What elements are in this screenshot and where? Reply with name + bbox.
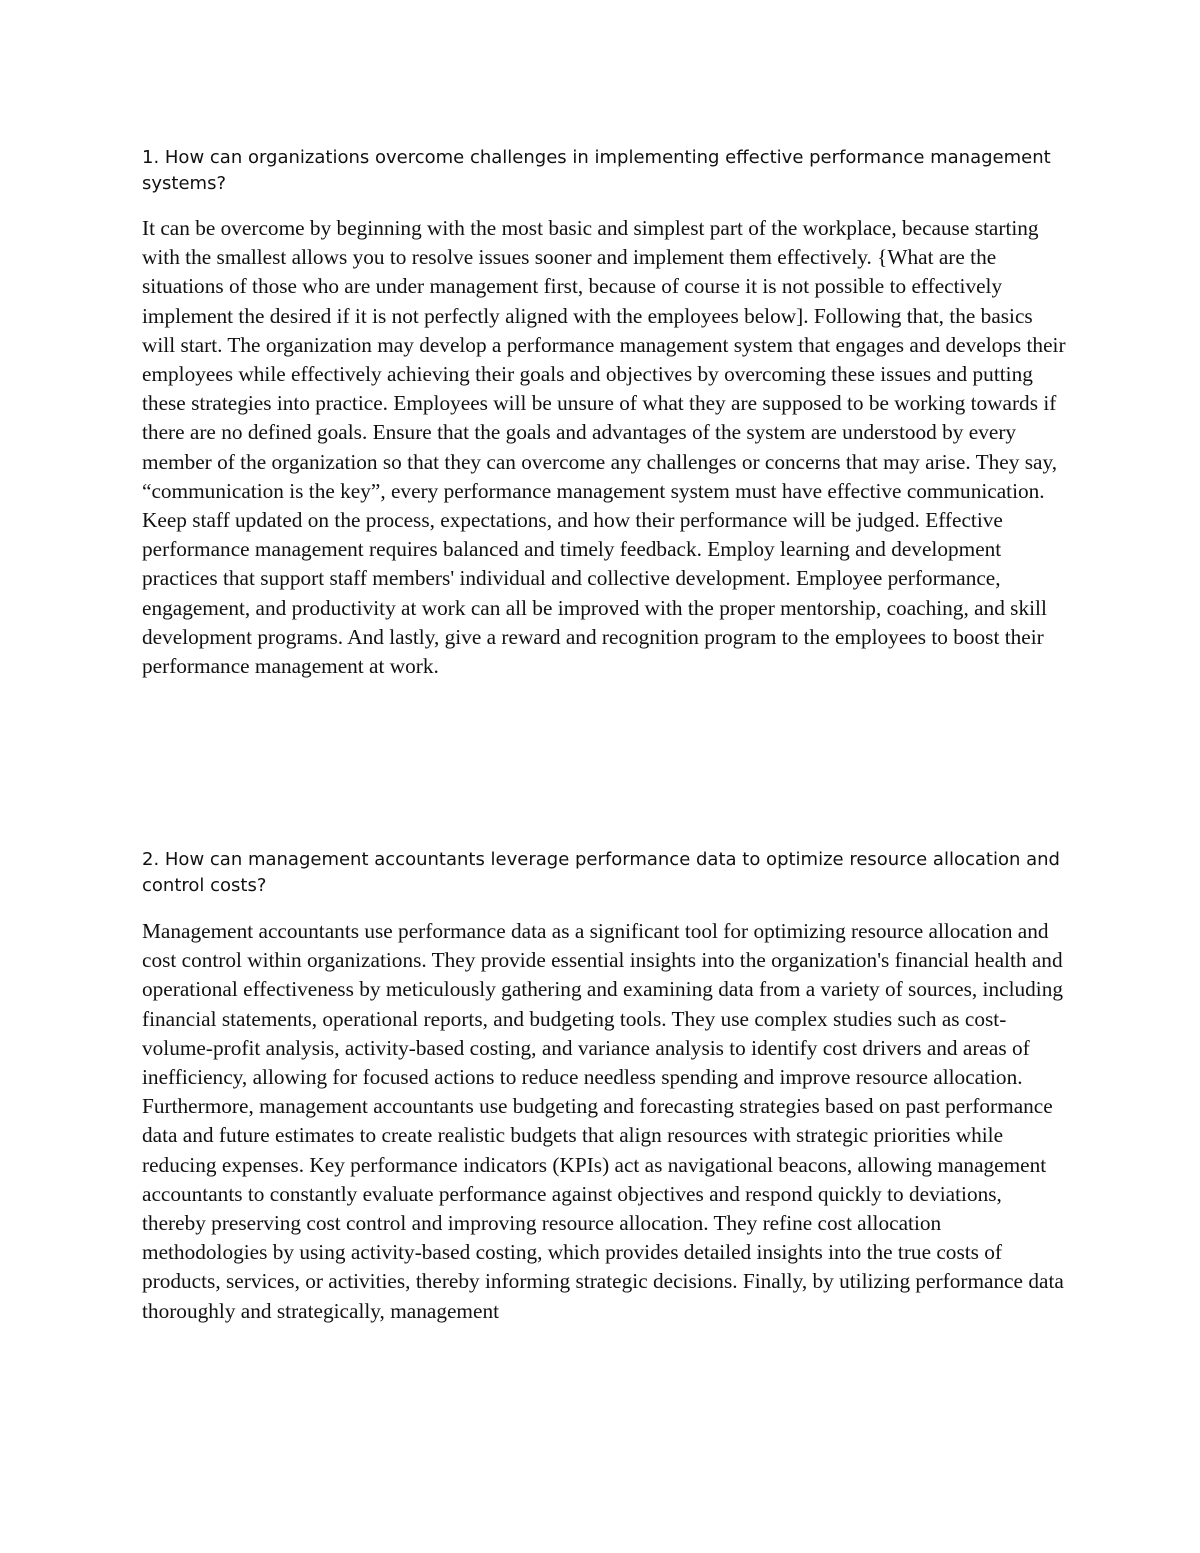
question-1-heading: 1. How can organizations overcome challenges in implementing effective performance management systems? <box>142 147 1051 194</box>
question-2-heading: 2. How can management accountants leverage performance data to optimize resource allocation and control costs? <box>142 849 1060 896</box>
answer-1-paragraph: It can be overcome by beginning with the most basic and simplest part of the workplace, because starting with the smallest allows you to resolve issues sooner and implement them effectively. {What are the situations of those who are under management first, because of course it is not possible to effectively implement the desired if it is not perfectly aligned with the employees below]. Following that, the basics will start. The organization may develop a performance management system that engages and develops their employees while effectively achieving their goals and objectives by overcoming these issues and putting these strategies into practice. Employees will be unsure of what they are supposed to be working towards if there are no defined goals. Ensure that the goals and advantages of the system are understood by every member of the organization so that they can overcome any challenges or concerns that may arise. They say, “communication is the key”, every performance management system must have effective communication. Keep staff updated on the process, expectations, and how their performance will be judged. Effective performance management requires balanced and timely feedback. Employ learning and development practices that support staff members' individual and collective development. Employee performance, engagement, and productivity at work can all be improved with the proper mentorship, coaching, and skill development programs. And lastly, give a reward and recognition program to the employees to boost their performance management at work. <box>142 216 1066 679</box>
answer-2-paragraph: Management accountants use performance data as a significant tool for optimizing resource allocation and cost control within organizations. They provide essential insights into the organization's financial health and operational effectiveness by meticulously gathering and examining data from a variety of sources, including financial statements, operational reports, and budgeting tools. They use complex studies such as cost-volume-profit analysis, activity-based costing, and variance analysis to identify cost drivers and areas of inefficiency, allowing for focused actions to reduce needless spending and improve resource allocation. Furthermore, management accountants use budgeting and forecasting strategies based on past performance data and future estimates to create realistic budgets that align resources with strategic priorities while reducing expenses. Key performance indicators (KPIs) act as navigational beacons, allowing management accountants to constantly evaluate performance against objectives and respond quickly to deviations, thereby preserving cost control and improving resource allocation. They refine cost allocation methodologies by using activity-based costing, which provides detailed insights into the true costs of products, services, or activities, thereby informing strategic decisions. Finally, by utilizing performance data thoroughly and strategically, management <box>142 919 1064 1323</box>
